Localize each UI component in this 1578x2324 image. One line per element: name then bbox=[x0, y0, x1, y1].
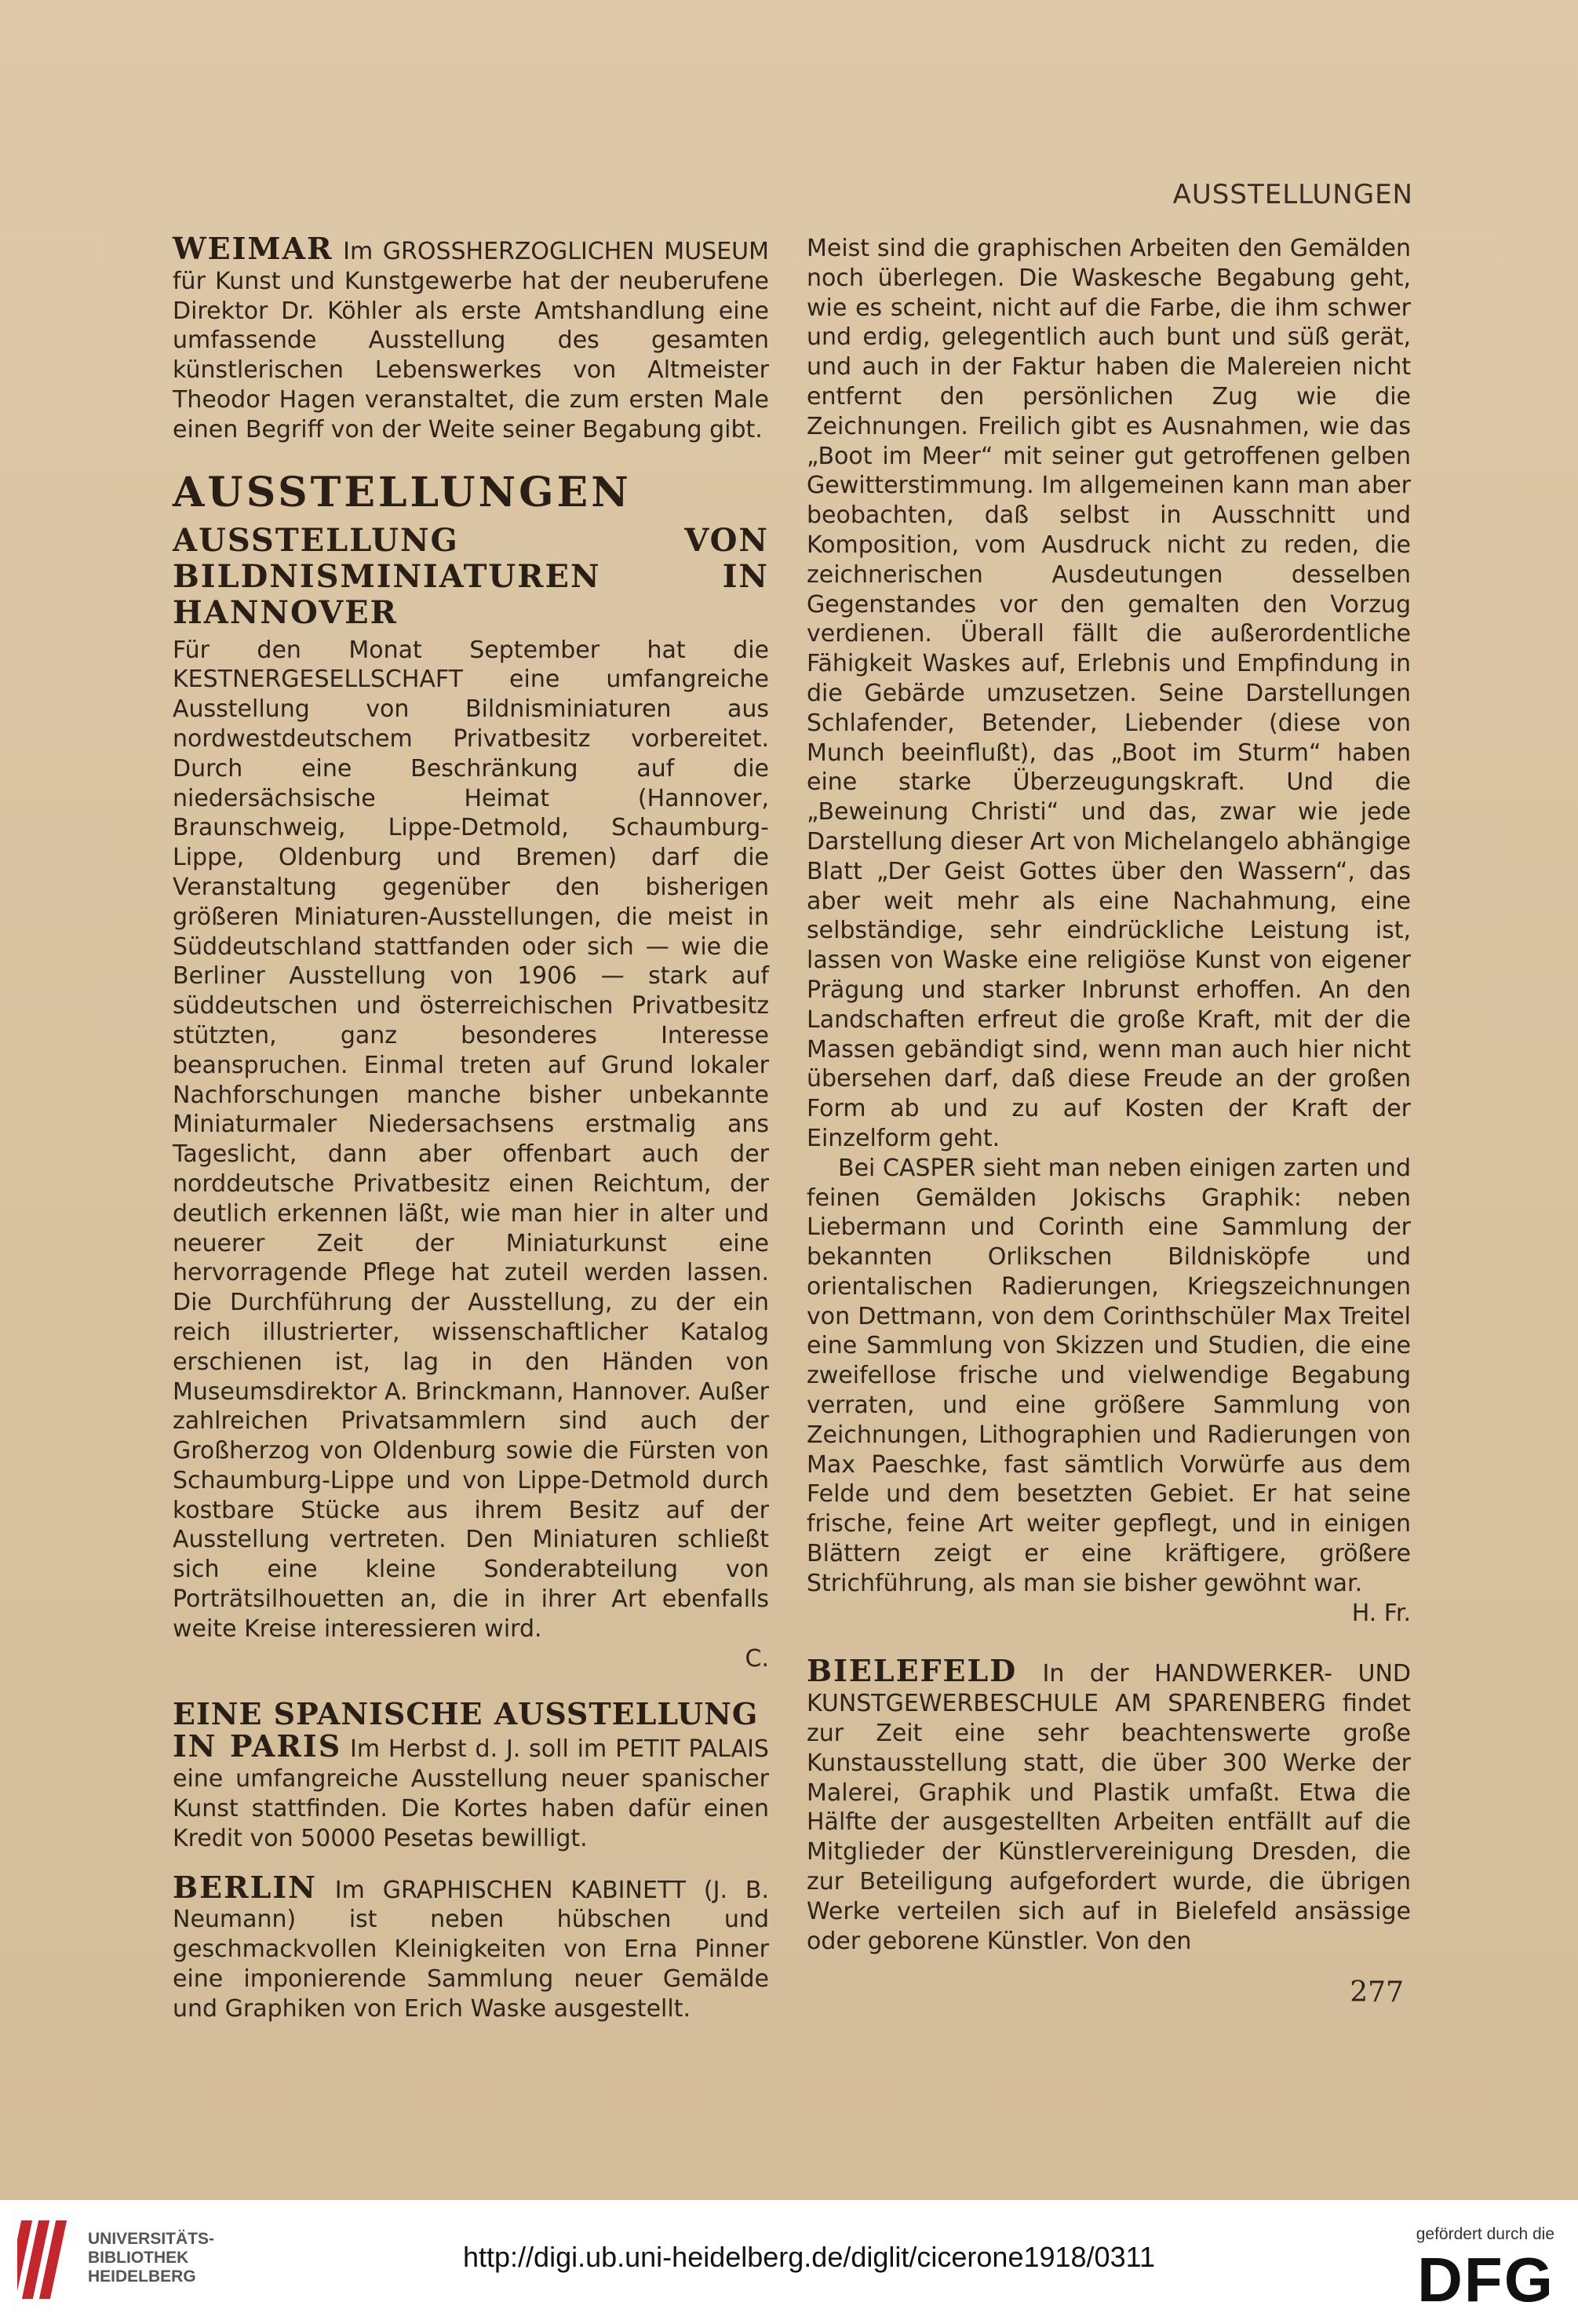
casper-signature: H. Fr. bbox=[1351, 1599, 1411, 1627]
spain-text: Im Herbst d. J. soll im PETIT PALAIS eine umfangreiche Ausstellung neuer spanischer Kunst stattfinden. Die Kortes haben dafür einen Kredit von 50000 Pesetas bewilligt. bbox=[173, 1735, 769, 1852]
bielefeld-lead: BIELEFELD bbox=[807, 1653, 1018, 1689]
spain-heading: EINE SPANISCHE AUSSTELLUNG bbox=[173, 1696, 759, 1732]
weimar-lead: WEIMAR bbox=[173, 231, 333, 266]
heidelberg-library-logo-icon[interactable] bbox=[17, 2217, 74, 2304]
berlin-paragraph bbox=[173, 1869, 769, 2024]
permalink-url[interactable]: http://digi.ub.uni-heidelberg.de/diglit/cicerone1918/0311 bbox=[463, 2241, 1155, 2273]
funded-by-label: gefördert durch die bbox=[1416, 2225, 1554, 2243]
right-column bbox=[807, 234, 1411, 1956]
bielefeld-paragraph bbox=[807, 1653, 1411, 1956]
section-title: AUSSTELLUNGEN bbox=[173, 468, 632, 516]
hannover-paragraph: Für den Monat September hat die KESTNERGESELLSCHAFT eine umfangreiche Ausstellung von Bildnisminiaturen aus nordwestdeutschem Privatbesitz vorbereitet. Durch eine Beschränkung auf die niedersächsische Heimat (Hannover, Braunschweig, Lippe-Detmold, Schaumburg-Lippe, Oldenburg und Bremen) darf die Veranstaltung gegenüber den bisherigen größeren Miniaturen-Ausstellungen, die meist in Süddeutschland stattfanden oder sich — wie die Berliner Ausstellung von 1906 — stark auf süddeutschen und österreichischen Privatbesitz stützten, ganz besonderes Interesse beanspruchen. Einmal treten auf Grund lokaler Nachforschungen manche bisher unbekannte Miniaturmaler Niedersachsens erstmalig ans Tageslicht, dann aber offenbart auch der norddeutsche Privatbesitz einen Reichtum, der deutlich erkennen läßt, wie man hier in alter und neuerer Zeit der Miniaturkunst eine hervorragende Pflege hat zuteil werden lassen. Die Durchführung der Ausstellung, zu der ein reich illustrierter, wissenschaftlicher Katalog erschienen ist, lag in den Händen von Museumsdirektor A. Brinckmann, Hannover. Außer zahlreichen Privatsammlern sind auch der Großherzog von Oldenburg sowie die Fürsten von Schaumburg-Lippe und von Lippe-Detmold durch kostbare Stücke aus ihrem Besitz auf der Ausstellung vertreten. Den Miniaturen schließt sich eine kleine Sonderabteilung von Porträtsilhouetten an, die in ihrer Art ebenfalls weite Kreise interessieren wird. bbox=[173, 636, 769, 1643]
weimar-paragraph bbox=[173, 231, 769, 445]
running-header: AUSSTELLUNGEN bbox=[1172, 179, 1413, 210]
waske-paragraph: Meist sind die graphischen Arbeiten den Gemälden noch überlegen. Die Waskesche Begabung geht, wie es scheint, nicht auf die Farbe, die ihm schwer und erdig, gelegentlich auch bunt und süß gerät, und auch in der Faktur haben die Malereien nicht entfernt den persönlichen Zug wie die Zeichnungen. Freilich gibt es Ausnahmen, wie das „Boot im Meer“ mit seiner gut getroffenen gelben Gewitterstimmung. Im allgemeinen kann man aber beobachten, daß selbst in Ausschnitt und Komposition, vom Ausdruck nicht zu reden, die zeichnerischen Ausdeutungen desselben Gegenstandes vor den gemalten den Vorzug verdienen. Überall fällt die außerordentliche Fähigkeit Waskes auf, Erlebnis und Empfindung in die Gebärde umzusetzen. Seine Darstellungen Schlafender, Betender, Liebender (diese von Munch beeinflußt), das „Boot im Sturm“ haben eine starke Überzeugungskraft. Und die „Beweinung Christi“ und das, zwar wie jede Darstellung dieser Art von Michelangelo abhängige Blatt „Der Geist Gottes über den Wassern“, das aber weit mehr als eine Nachahmung, eine selbständige, sehr eindrückliche Leistung ist, lassen von Waske eine religiöse Kunst von eigener Prägung und starker Inbrunst erhoffen. An den Landschaften erfreut die große Kraft, mit der die Massen gebändigt sind, wenn man auch hier nicht übersehen darf, daß diese Freude an der großen Form ab und zu auf Kosten der Kraft der Einzelform geht. bbox=[807, 235, 1411, 1152]
berlin-text: Im GRAPHISCHEN KABINETT (J. B. Neumann) ist neben hübschen und geschmackvollen Kleinigkeiten von Erna Pinner eine imponierende Sammlung neuer Gemälde und Graphiken von Erich Waske ausgestellt. bbox=[173, 1876, 769, 2023]
hannover-signature: C. bbox=[745, 1644, 769, 1673]
library-name bbox=[88, 2230, 214, 2286]
dfg-logo[interactable]: DFG bbox=[1417, 2245, 1554, 2315]
page-number: 277 bbox=[1350, 1976, 1404, 2008]
berlin-lead: BERLIN bbox=[173, 1869, 317, 1905]
left-column bbox=[173, 231, 769, 2024]
hannover-heading: AUSSTELLUNG VON BILDNISMINIATUREN IN HANNOVER bbox=[173, 521, 769, 631]
casper-paragraph: Bei CASPER sieht man neben einigen zarten und feinen Gemälden Jokischs Graphik: neben Liebermann und Corinth eine Sammlung der bekannten Orlikschen Bildnisköpfe und orientalischen Radierungen, Kriegszeichnungen von Dettmann, von dem Corinthschüler Max Treitel eine Sammlung von Skizzen und Studien, die eine zweifellose frische und vielwendige Begabung verraten, und eine größere Sammlung von Zeichnungen, Lithographien und Radierungen von Max Paeschke, fast sämtlich Vorwürfe aus dem Felde und dem besetzten Gebiet. Er hat seine frische, feine Art weiter gepflegt, und in einigen Blättern zeigt er eine kräftigere, größere Strichführung, als man sie bisher gewöhnt war. bbox=[807, 1154, 1411, 1597]
spain-paragraph bbox=[173, 1728, 769, 1853]
bielefeld-text: In der HANDWERKER- UND KUNSTGEWERBESCHULE AM SPARENBERG findet zur Zeit eine sehr beachtenswerte große Kunstausstellung statt, die über 300 Werke der Malerei, Graphik und Plastik umfaßt. Etwa die Hälfte der ausgestellten Arbeiten entfällt auf die Mitglieder der Künstlervereinigung Dresden, die zur Beteiligung aufgefordert wurde, die übrigen Werke verteilen sich auf in Bielefeld ansässige oder geborene Künstler. Von den bbox=[807, 1660, 1411, 1955]
spain-lead: IN PARIS bbox=[173, 1728, 342, 1764]
footer-bar bbox=[0, 2200, 1578, 2324]
weimar-text: Im GROSSHERZOGLICHEN MUSEUM für Kunst und Kunstgewerbe hat der neuberufene Direktor Dr. Köhler als erste Amtshandlung eine umfassende Ausstellung des gesamten künstlerischen Lebenswerkes von Altmeister Theodor Hagen veranstaltet, die zum ersten Male einen Begriff von der Weite seiner Begabung gibt. bbox=[173, 238, 769, 443]
library-name-text: UNIVERSITÄTS- BIBLIOTHEK HEIDELBERG bbox=[88, 2230, 215, 2286]
